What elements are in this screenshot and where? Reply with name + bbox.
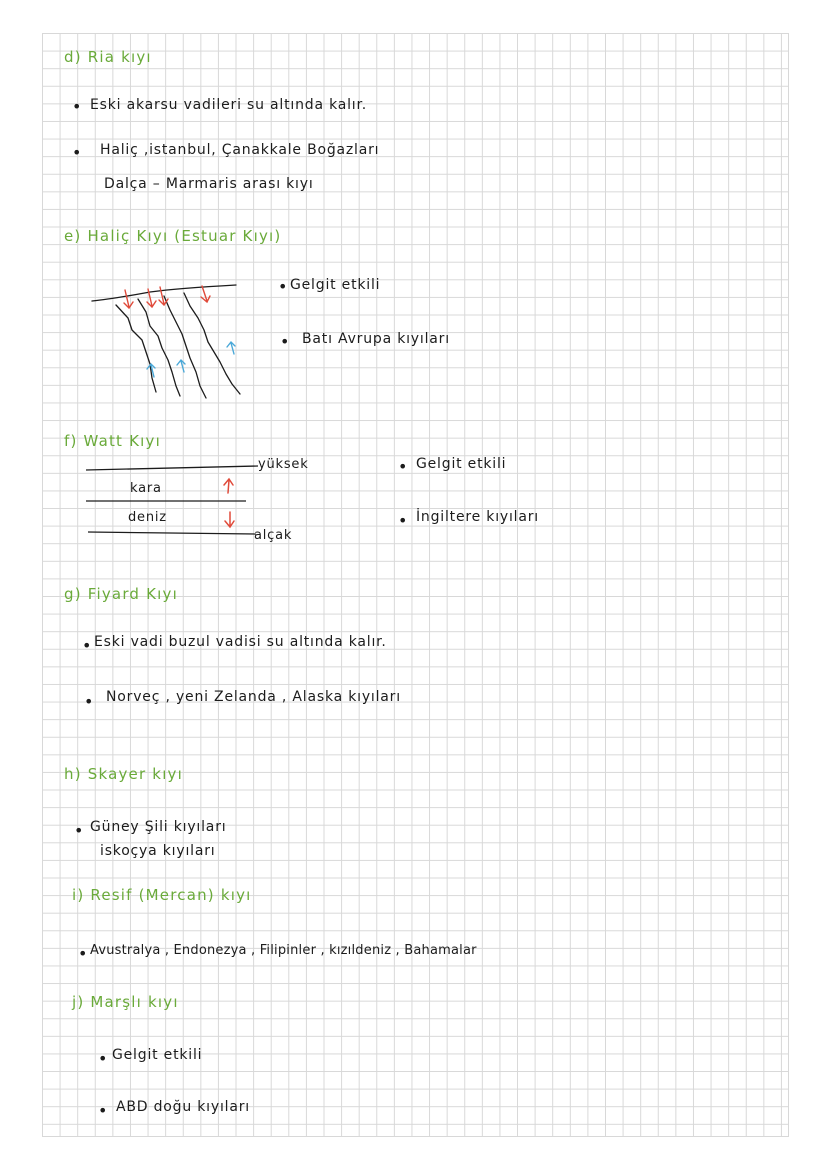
skayer-bullet-1: Güney Şili kıyıları: [90, 819, 227, 835]
bullet-dot: •: [398, 457, 408, 476]
skayer-bullet-1-cont: iskoçya kıyıları: [100, 843, 216, 859]
heading-resif: i) Resif (Mercan) kıyı: [72, 886, 252, 904]
bullet-dot: •: [82, 636, 92, 655]
watt-label-land: kara: [130, 481, 162, 496]
heading-skayer: h) Skayer kıyı: [64, 765, 184, 783]
ria-bullet-2: Haliç ,istanbul, Çanakkale Boğazları: [100, 142, 380, 158]
watt-label-low: alçak: [254, 528, 293, 543]
bullet-dot: •: [398, 511, 408, 530]
heading-fiyard: g) Fiyard Kıyı: [64, 585, 178, 603]
bullet-dot: •: [98, 1101, 108, 1120]
resif-bullet-1: Avustralya , Endonezya , Filipinler , kızıldeniz , Bahamalar: [90, 943, 477, 958]
bullet-dot: •: [84, 692, 94, 711]
watt-bullet-2: İngiltere kıyıları: [416, 509, 539, 525]
watt-label-high: yüksek: [258, 457, 309, 472]
fiyard-bullet-1: Eski vadi buzul vadisi su altında kalır.: [94, 634, 387, 650]
watt-arrow-up: [224, 479, 233, 493]
ria-bullet-1: Eski akarsu vadileri su altında kalır.: [90, 97, 368, 113]
bullet-dot: •: [280, 332, 290, 351]
heading-marsli: j) Marşlı kıyı: [72, 993, 179, 1011]
halic-bullet-1: Gelgit etkili: [290, 277, 381, 293]
marsli-bullet-1: Gelgit etkili: [112, 1047, 203, 1063]
watt-arrow-down: [225, 512, 234, 527]
heading-halic: e) Haliç Kıyı (Estuar Kıyı): [64, 227, 282, 245]
heading-watt: f) Watt Kıyı: [64, 432, 161, 450]
halic-bullet-2: Batı Avrupa kıyıları: [302, 331, 450, 347]
watt-label-sea: deniz: [128, 510, 167, 525]
bullet-dot: •: [278, 277, 288, 296]
bullet-dot: •: [74, 821, 84, 840]
estuary-arrows-inflow: [124, 286, 210, 308]
bullet-dot: •: [78, 944, 88, 963]
ria-bullet-2-cont: Dalça – Marmaris arası kıyı: [104, 176, 314, 192]
watt-bullet-1: Gelgit etkili: [416, 456, 507, 472]
marsli-bullet-2: ABD doğu kıyıları: [116, 1099, 250, 1115]
heading-ria: d) Ria kıyı: [64, 48, 152, 66]
fiyard-bullet-2: Norveç , yeni Zelanda , Alaska kıyıları: [106, 689, 401, 705]
bullet-dot: •: [72, 97, 82, 116]
bullet-dot: •: [72, 143, 82, 162]
bullet-dot: •: [98, 1049, 108, 1068]
